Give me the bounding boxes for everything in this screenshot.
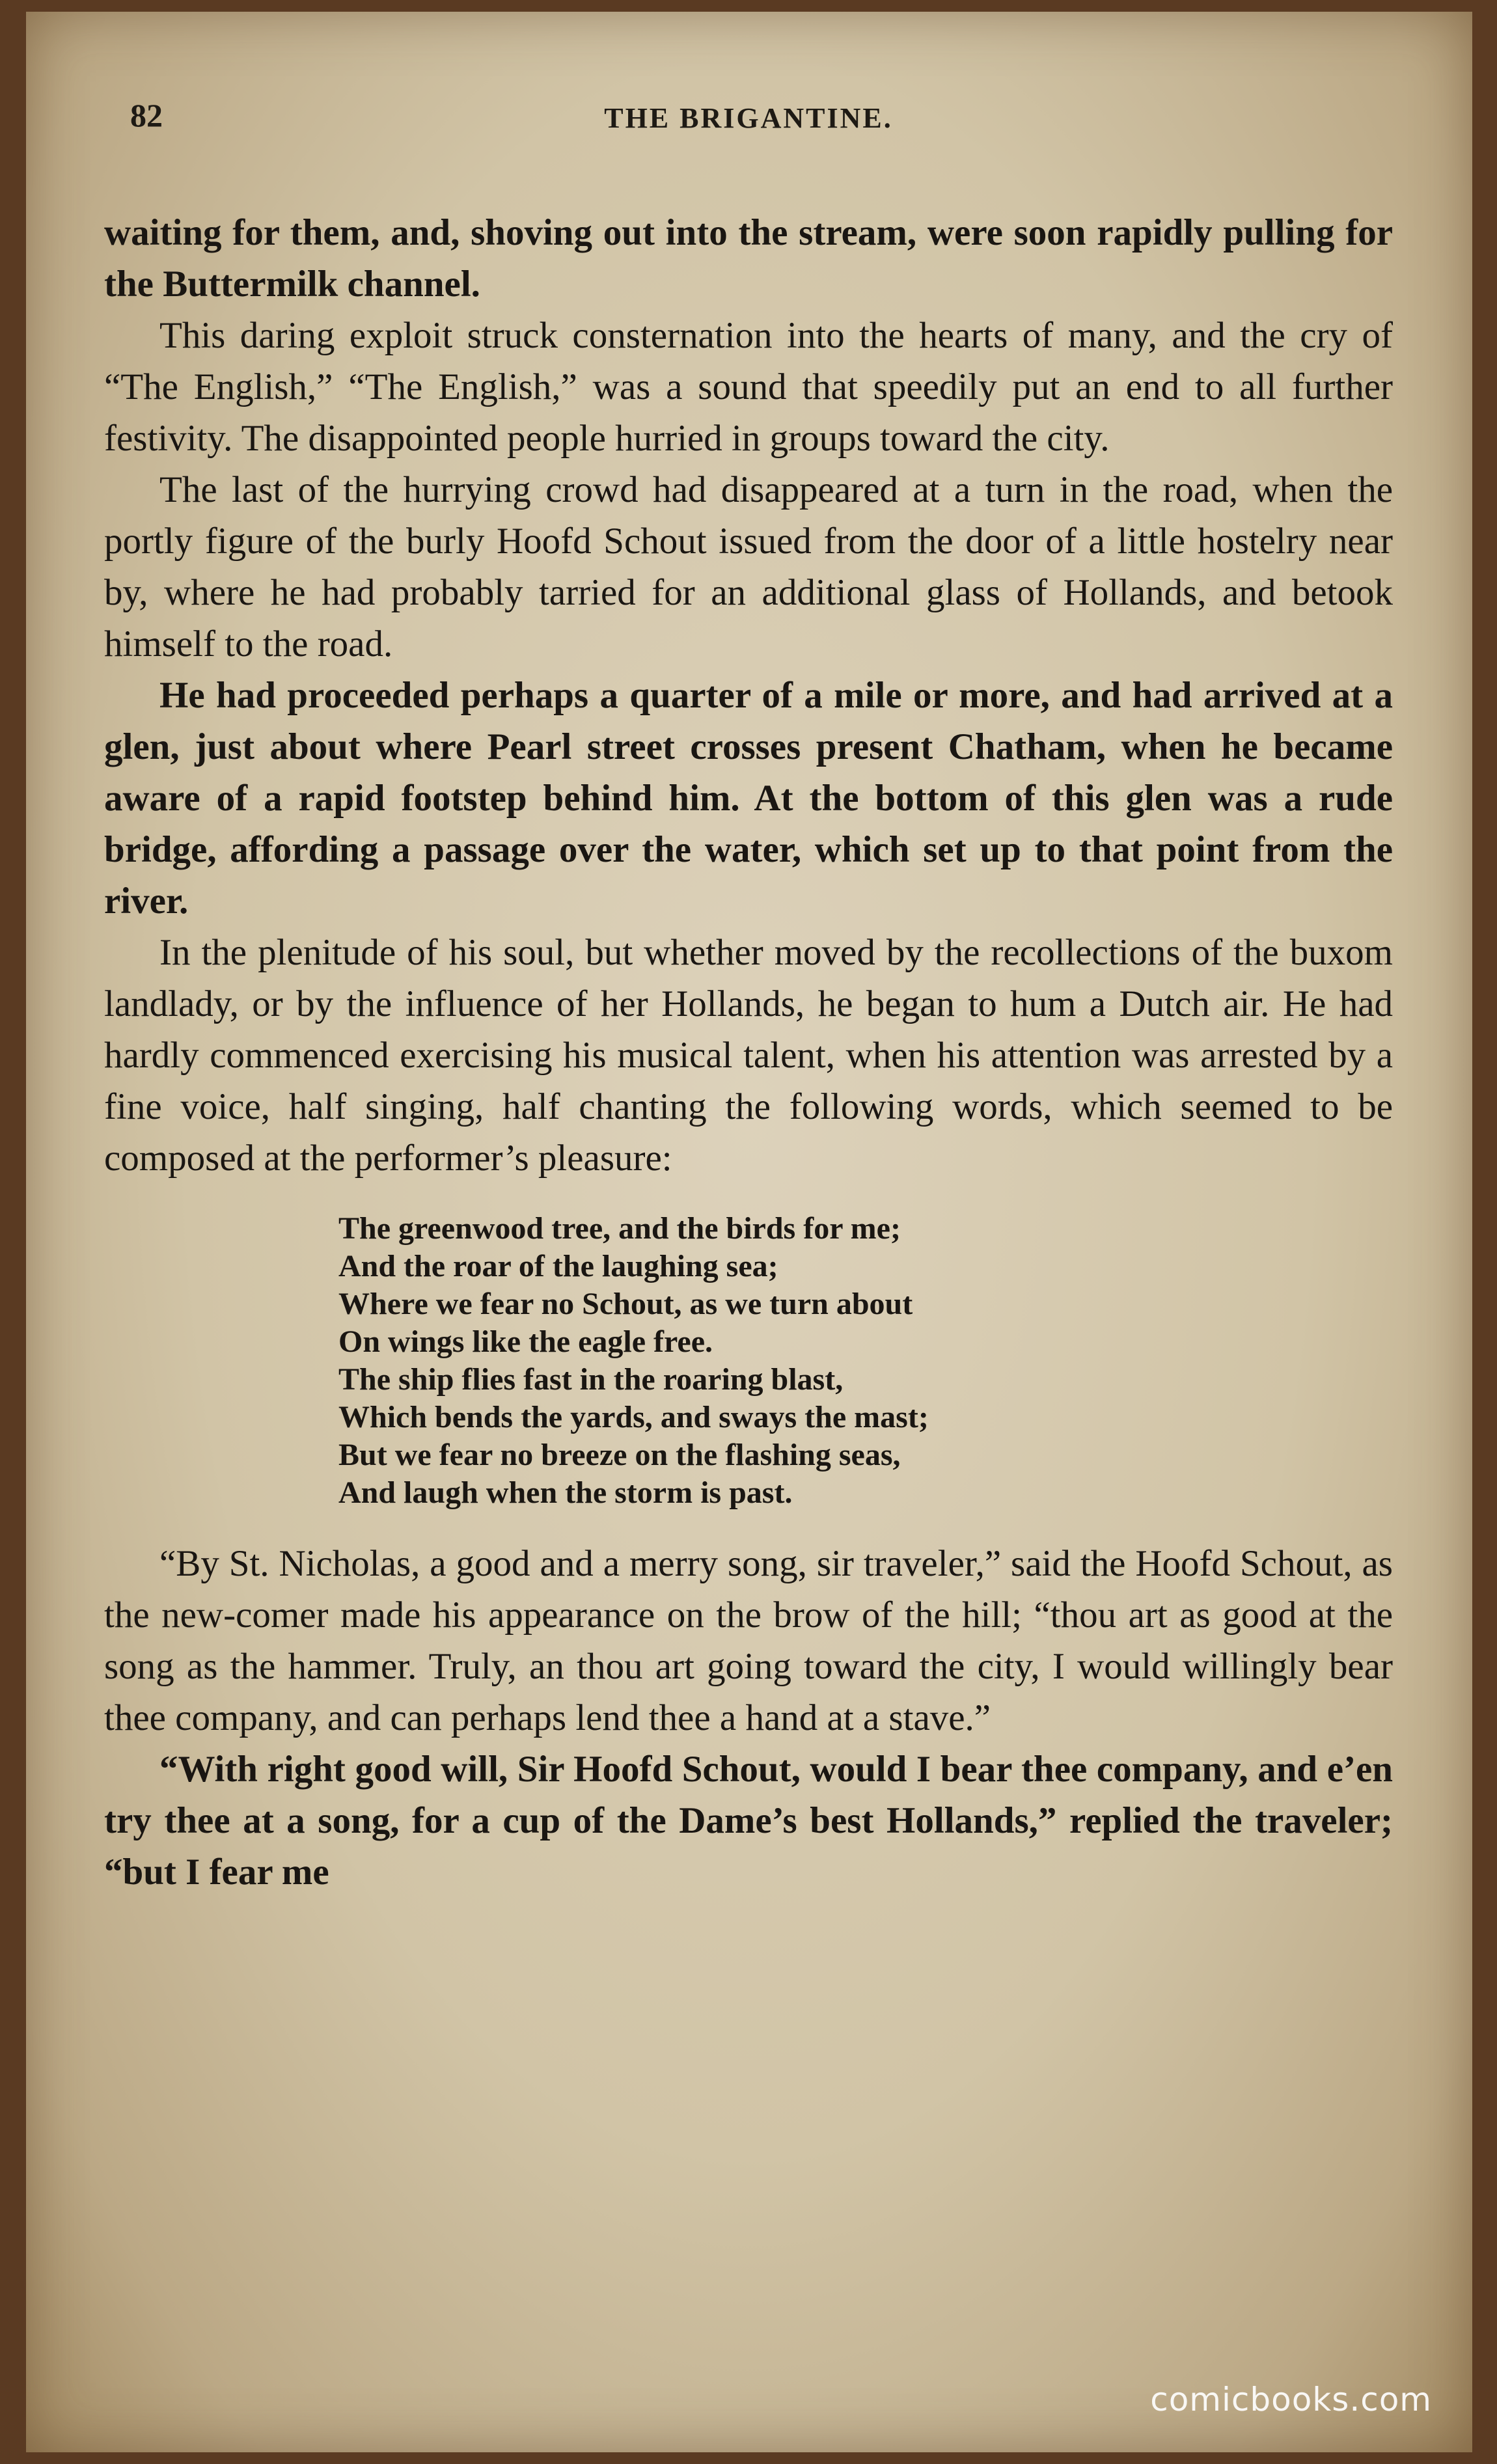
verse-line: And laugh when the storm is past. (338, 1475, 793, 1510)
paragraph: “By St. Nicholas, a good and a merry song, sir traveler,” said the Hoofd Schout, as the new-comer made his appearance on the brow of the hill; “thou art as good at the song as the hammer. Truly, an thou art going toward the city, I would willingly bear thee company, and can perhaps lend thee a hand at a stave.” (104, 1543, 1393, 1738)
page-header (104, 90, 1393, 148)
watermark: comicbooks.com (1150, 2381, 1432, 2418)
verse-line: And the roar of the laughing sea; (338, 1249, 778, 1283)
paragraph: The last of the hurrying crowd had disappeared at a turn in the road, when the portly figure of the burly Hoofd Schout issued from the door of a little hostelry near by, where he had probably tarried for an additional glass of Hollands, and betook himself to the road. (104, 469, 1393, 664)
paragraph: In the plenitude of his soul, but whether moved by the recollections of the buxom landlady, or by the influence of her Hollands, he began to hum a Dutch air. He had hardly commenced exercising his musical talent, when his attention was arrested by a fine voice, half singing, half chanting the following words, which seemed to be composed at the performer’s pleasure: (104, 932, 1393, 1179)
page-body (104, 207, 1393, 1898)
paragraph: “With right good will, Sir Hoofd Schout, would I bear thee company, and e’en try thee at a song, for a cup of the Dame’s best Hollands,” replied the traveler; “but I fear me (104, 1749, 1393, 1893)
running-title: THE BRIGANTINE. (604, 102, 893, 134)
page-number: 82 (130, 97, 163, 133)
verse-line: On wings like the eagle free. (338, 1324, 713, 1359)
paragraph: He had proceeded perhaps a quarter of a mile or more, and had arrived at a glen, just about where Pearl street crosses present Chatham, when he became aware of a rapid footstep behind him. At the bottom of this glen was a rude bridge, affording a passage over the water, which set up to that point from the river. (104, 675, 1393, 922)
song-verse (338, 1210, 1393, 1512)
paragraph: This daring exploit struck consternation into the hearts of many, and the cry of “The English,” “The English,” was a sound that speedily put an end to all further festivity. The disappointed people hurried in groups toward the city. (104, 315, 1393, 459)
verse-line: The ship flies fast in the roaring blast, (338, 1362, 844, 1397)
verse-line: Where we fear no Schout, as we turn about (338, 1287, 913, 1321)
book-page (26, 12, 1472, 2452)
verse-line: But we fear no breeze on the flashing seas, (338, 1438, 901, 1472)
verse-line: Which bends the yards, and sways the mast; (338, 1400, 929, 1434)
verse-line: The greenwood tree, and the birds for me; (338, 1211, 901, 1246)
paragraph-continuation: waiting for them, and, shoving out into the stream, were soon rapidly pulling for the Buttermilk channel. (104, 212, 1393, 305)
